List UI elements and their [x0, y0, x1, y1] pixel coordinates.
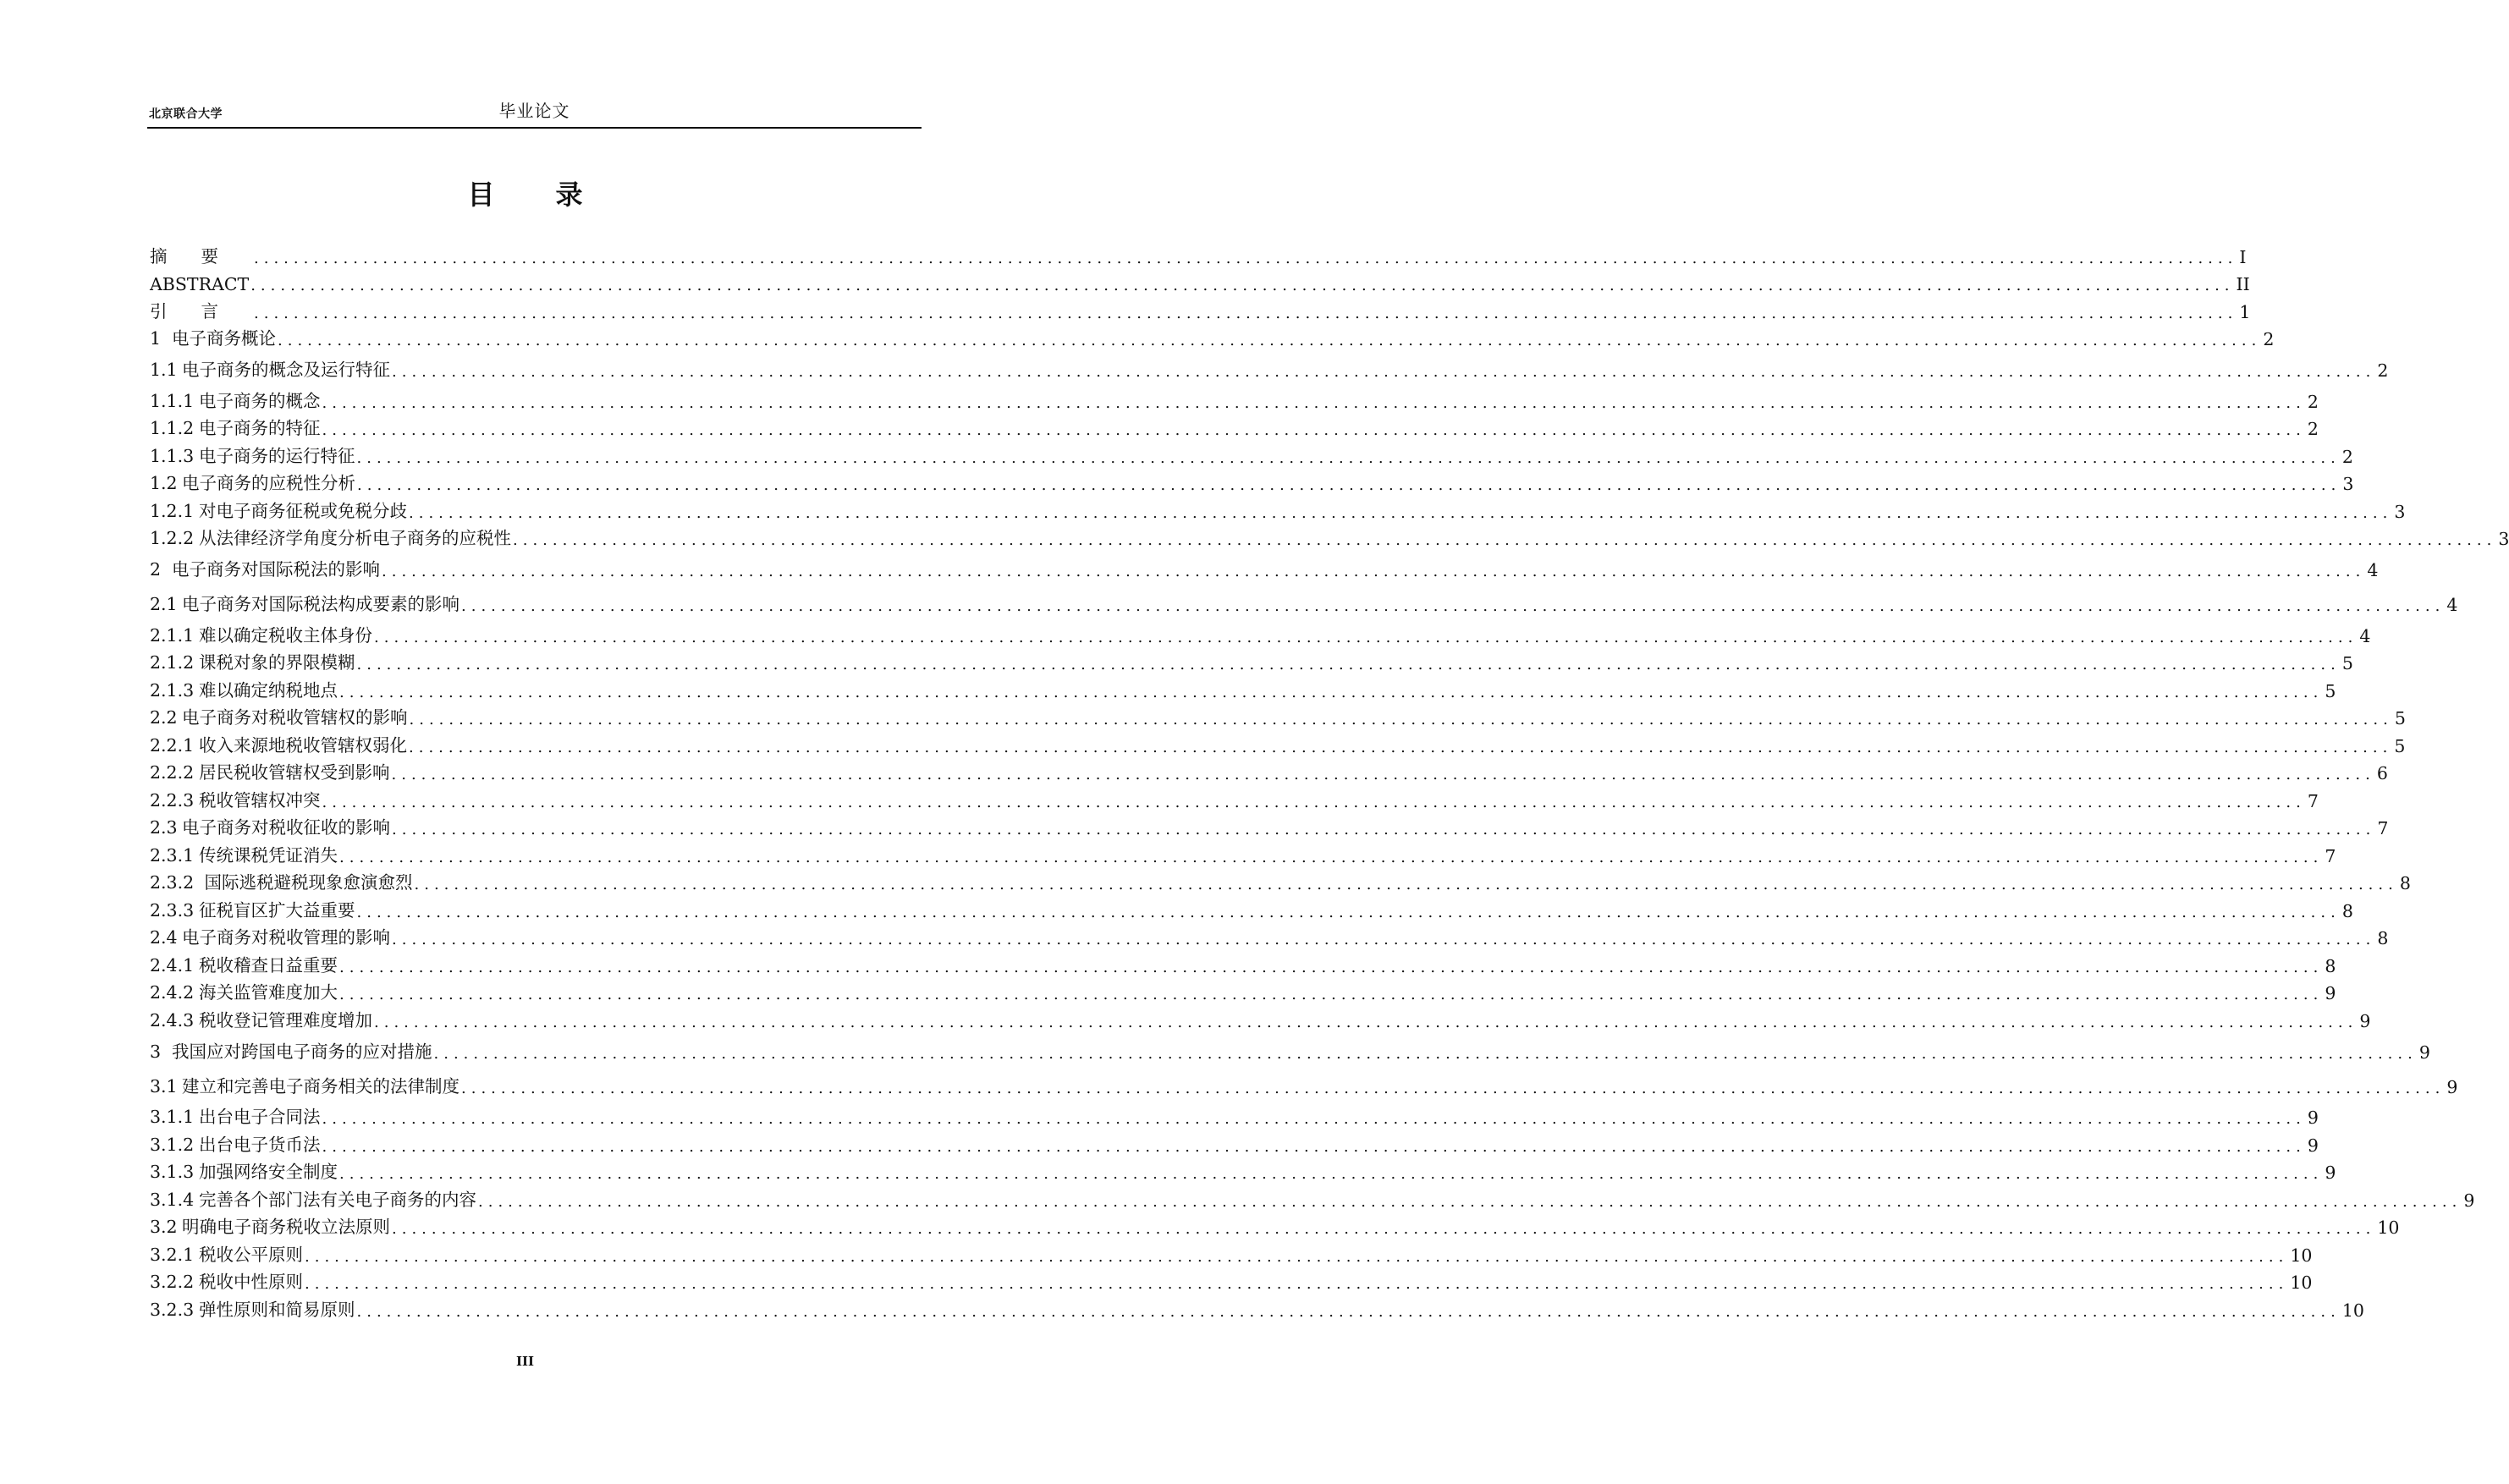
toc-entry-page: I — [2239, 246, 2247, 267]
toc-leader-dots: ........................................................................................................................................................................................................ — [305, 1275, 2289, 1293]
toc-entry-label — [150, 590, 459, 615]
toc-entry-title: 电子商务的特征 — [199, 418, 321, 438]
toc-entry-page: 9 — [2463, 1190, 2475, 1211]
toc-entry-page: 10 — [2290, 1272, 2313, 1293]
university-name: 北京联合大学 — [149, 107, 223, 121]
toc-leader-dots: ........................................................................................................................................................................................................ — [382, 563, 2366, 580]
toc-entry-number: 2.4 — [150, 927, 178, 948]
toc-entry-title: 建立和完善电子商务相关的法律制度 — [182, 1075, 459, 1097]
toc-entry[interactable] — [150, 349, 2389, 384]
toc-entry-label — [150, 1212, 390, 1238]
toc-entry-page: 9 — [2307, 1135, 2319, 1156]
toc-entry-page: 9 — [2325, 983, 2336, 1003]
toc-entry-number: 2.3.3 — [150, 899, 195, 921]
toc-leader-dots: ........................................................................................................................................................................................................ — [339, 986, 2324, 1003]
toc-entry-title: 加强网络安全制度 — [199, 1162, 338, 1182]
toc-entry-title: 电子商务的运行特征 — [199, 445, 355, 466]
toc-entry-title: 从法律经济学角度分析电子商务的应税性 — [199, 528, 511, 548]
toc-entry[interactable] — [150, 494, 2406, 522]
title-char-1: 目 — [467, 179, 495, 211]
toc-entry[interactable] — [150, 1156, 2336, 1184]
toc-entry[interactable] — [150, 1183, 2475, 1211]
toc-entry[interactable] — [150, 549, 2379, 584]
toc-entry-title: 弹性原则和简易原则 — [199, 1299, 355, 1320]
toc-entry-number: 2.1.1 — [150, 624, 195, 646]
toc-entry-number: 2.3.1 — [150, 844, 195, 866]
toc-leader-dots: ........................................................................................................................................................................................................ — [356, 656, 2341, 673]
toc-entry-page: 7 — [2325, 845, 2336, 866]
toc-entry[interactable] — [150, 646, 2353, 674]
toc-leader-dots: ........................................................................................................................................................................................................ — [392, 821, 2376, 838]
toc-leader-dots: ........................................................................................................................................................................................................ — [322, 1137, 2306, 1156]
toc-entry-label — [150, 1240, 303, 1266]
toc-entry-title: 引言 — [150, 300, 252, 322]
toc-entry[interactable] — [150, 811, 2389, 839]
toc-entry-title: 电子商务对税收管理的影响 — [182, 927, 390, 948]
toc-entry-page: 4 — [2446, 595, 2458, 615]
toc-entry-label — [150, 978, 338, 1003]
toc-leader-dots: ........................................................................................................................................................................................................ — [392, 1220, 2376, 1238]
toc-entry-label — [150, 1102, 321, 1128]
toc-entry-number: 3.1.4 — [150, 1189, 195, 1210]
toc-entry[interactable] — [150, 783, 2319, 811]
toc-entry-page: 7 — [2307, 790, 2319, 811]
toc-entry-title: 征税盲区扩大益重要 — [199, 899, 355, 921]
toc-entry-number: 3.2.3 — [150, 1299, 195, 1320]
toc-entry[interactable] — [150, 1031, 2430, 1066]
toc-entry[interactable] — [150, 673, 2336, 701]
toc-entry-title: 收入来源地税收管辖权弱化 — [199, 734, 407, 756]
toc-entry[interactable] — [150, 412, 2319, 440]
page-number: III — [515, 1354, 535, 1369]
toc-leader-dots: ........................................................................................................................................................................................................ — [414, 876, 2398, 893]
toc-entry-page: 5 — [2394, 735, 2406, 756]
toc-entry[interactable] — [150, 756, 2388, 784]
toc-entry-page: 8 — [2341, 900, 2353, 921]
toc-entry[interactable] — [150, 728, 2406, 756]
toc-entry-number: 2.3.2 — [150, 872, 195, 893]
toc-entry-page: 9 — [2307, 1108, 2319, 1128]
toc-leader-dots: ........................................................................................................................................................................................................ — [356, 448, 2341, 467]
toc-leader-dots: ........................................................................................................................................................................................................ — [250, 277, 2235, 294]
toc-entry-number: 1.1.3 — [150, 445, 195, 466]
toc-entry-title: 完善各个部门法有关电子商务的内容 — [199, 1189, 476, 1210]
toc-leader-dots: ........................................................................................................................................................................................................ — [357, 476, 2341, 494]
toc-entry[interactable] — [150, 618, 2371, 646]
toc-entry-label — [150, 731, 407, 756]
toc-entry[interactable] — [150, 322, 2275, 350]
toc-entry-number: 3.2.2 — [150, 1272, 195, 1292]
toc-entry[interactable] — [150, 893, 2353, 921]
toc-leader-dots: ........................................................................................................................................................................................................ — [356, 903, 2341, 921]
toc-entry-page: 1 — [2239, 301, 2251, 322]
toc-leader-dots: ........................................................................................................................................................................................................ — [254, 249, 2238, 267]
toc-entry-label — [150, 703, 408, 728]
toc-entry-label — [150, 1157, 338, 1183]
toc-entry-number: 2.2.1 — [150, 734, 195, 756]
toc-leader-dots: ........................................................................................................................................................................................................ — [254, 304, 2238, 322]
toc-entry-number: 3.2 — [150, 1217, 178, 1237]
toc-entry-label — [150, 923, 390, 948]
toc-entry-number: 3.1.1 — [150, 1107, 195, 1127]
toc-entry-title: 课税对象的界限模糊 — [199, 652, 355, 673]
toc-entry-label — [150, 387, 321, 412]
toc-entry-label — [150, 1037, 432, 1063]
page-header — [147, 93, 922, 129]
toc-entry-page: 9 — [2446, 1076, 2458, 1097]
toc-leader-dots: ........................................................................................................................................................................................................ — [305, 1247, 2289, 1266]
toc-entry-page: 7 — [2377, 818, 2389, 838]
toc-entry-number: 2.1 — [150, 594, 178, 614]
toc-leader-dots: ........................................................................................................................................................................................................ — [322, 421, 2306, 439]
toc-entry-page: 2 — [2377, 360, 2389, 381]
toc-entry-title: 税收公平原则 — [199, 1244, 303, 1265]
toc-entry-title: 出台电子合同法 — [199, 1107, 321, 1127]
toc-entry-label — [150, 786, 321, 811]
toc-leader-dots: ........................................................................................................................................................................................................ — [478, 1192, 2462, 1211]
toc-entry-label — [150, 524, 511, 549]
toc-entry-page: 4 — [2367, 560, 2379, 580]
toc-entry-page: 10 — [2341, 1300, 2364, 1321]
toc-leader-dots: ........................................................................................................................................................................................................ — [433, 1044, 2418, 1063]
toc-entry-page: 2 — [2341, 446, 2353, 467]
toc-entry-title: 税收登记管理难度增加 — [199, 1009, 372, 1031]
toc-entry-page: 5 — [2394, 708, 2406, 728]
toc-leader-dots: ........................................................................................................................................................................................................ — [339, 958, 2324, 976]
toc-entry-label — [150, 1185, 476, 1211]
toc-entry-title: 电子商务对国际税法构成要素的影响 — [182, 594, 459, 614]
toc-leader-dots: ........................................................................................................................................................................................................ — [339, 1165, 2324, 1183]
toc-entry[interactable] — [150, 1101, 2319, 1129]
toc-entry-label — [150, 1072, 459, 1097]
toc-entry-label — [150, 497, 407, 522]
toc-entry-label — [150, 676, 338, 701]
table-of-contents — [150, 239, 2509, 1321]
toc-entry[interactable] — [150, 838, 2336, 866]
toc-entry-number: 2.2.3 — [150, 789, 195, 811]
toc-entry-page: 5 — [2325, 680, 2336, 701]
toc-entry-label — [150, 758, 390, 783]
toc-leader-dots: ........................................................................................................................................................................................................ — [356, 1302, 2341, 1321]
toc-entry[interactable] — [150, 921, 2389, 949]
toc-entry-page: 8 — [2399, 873, 2411, 893]
toc-leader-dots: ........................................................................................................................................................................................................ — [322, 393, 2306, 412]
toc-entry-number: 1.1.1 — [150, 390, 195, 411]
toc-entry[interactable] — [150, 584, 2458, 618]
toc-leader-dots: ........................................................................................................................................................................................................ — [409, 503, 2393, 522]
toc-entry[interactable] — [150, 948, 2336, 976]
toc-entry[interactable] — [150, 1003, 2371, 1031]
toc-entry-title: 税收管辖权冲突 — [199, 789, 321, 811]
toc-entry-title: 明确电子商务税收立法原则 — [182, 1217, 390, 1237]
toc-entry-page: 9 — [2359, 1010, 2371, 1031]
toc-entry-title: 税收中性原则 — [199, 1272, 303, 1292]
toc-entry[interactable] — [150, 1066, 2458, 1101]
toc-leader-dots: ........................................................................................................................................................................................................ — [392, 931, 2376, 948]
toc-entry-number: 2.3 — [150, 817, 178, 838]
toc-entry[interactable] — [150, 384, 2319, 412]
toc-entry[interactable] — [150, 1211, 2400, 1239]
toc-entry[interactable] — [150, 294, 2251, 322]
toc-entry-number: 1 — [150, 328, 162, 349]
toc-leader-dots: ........................................................................................................................................................................................................ — [461, 1079, 2446, 1097]
toc-entry-page: 9 — [2418, 1042, 2430, 1063]
toc-entry[interactable] — [150, 522, 2509, 550]
toc-entry-page: 4 — [2359, 625, 2371, 646]
toc-entry-label — [150, 951, 338, 976]
page-title — [0, 174, 1050, 215]
toc-entry[interactable] — [150, 1128, 2319, 1156]
toc-entry-page: 3 — [2498, 529, 2509, 549]
toc-entry-number: 2.4.2 — [150, 982, 195, 1003]
toc-entry-number: 1.1.2 — [150, 418, 195, 438]
toc-entry-label — [150, 621, 372, 646]
toc-leader-dots: ........................................................................................................................................................................................................ — [374, 628, 2358, 646]
toc-entry-number: 2.2 — [150, 707, 178, 728]
toc-entry-page: 6 — [2376, 763, 2388, 783]
toc-entry-title: 难以确定纳税地点 — [199, 679, 338, 701]
toc-entry-label — [150, 274, 249, 294]
toc-entry-page: 5 — [2341, 653, 2353, 673]
toc-leader-dots: ........................................................................................................................................................................................................ — [339, 683, 2324, 701]
toc-leader-dots: ........................................................................................................................................................................................................ — [322, 1110, 2306, 1128]
toc-leader-dots: ........................................................................................................................................................................................................ — [513, 531, 2497, 549]
toc-leader-dots: ........................................................................................................................................................................................................ — [392, 363, 2376, 381]
toc-entry-page: 9 — [2325, 1162, 2336, 1183]
toc-entry-title: 对电子商务征税或免税分歧 — [199, 500, 407, 521]
toc-entry-title: 税收稽查日益重要 — [199, 954, 338, 976]
toc-entry[interactable] — [150, 1293, 2364, 1321]
toc-entry[interactable] — [150, 239, 2247, 267]
toc-entry[interactable] — [150, 1266, 2313, 1294]
toc-entry-label — [150, 648, 355, 673]
toc-entry-number: 3.1.2 — [150, 1134, 195, 1155]
toc-entry-title: 我国应对跨国电子商务的应对措施 — [172, 1041, 432, 1062]
toc-entry-label — [150, 555, 380, 580]
toc-entry-label — [150, 841, 338, 866]
toc-entry-page: 10 — [2290, 1245, 2313, 1266]
toc-entry-label — [150, 297, 252, 322]
toc-entry-number: 3 — [150, 1041, 162, 1062]
toc-entry-number: 2.4.3 — [150, 1009, 195, 1031]
toc-entry-title: ABSTRACT — [150, 274, 250, 294]
toc-entry-label — [150, 1006, 372, 1031]
toc-entry-title: 电子商务对国际税法的影响 — [172, 559, 380, 580]
toc-entry-number: 2.1.2 — [150, 652, 195, 673]
toc-entry-number: 3.2.1 — [150, 1244, 195, 1265]
toc-entry-title: 电子商务的概念及运行特征 — [182, 360, 390, 380]
toc-leader-dots: ........................................................................................................................................................................................................ — [409, 738, 2393, 756]
toc-entry-title: 电子商务概论 — [172, 328, 276, 349]
toc-entry[interactable] — [150, 1238, 2313, 1266]
toc-entry-title: 电子商务对税收征收的影响 — [182, 817, 390, 838]
toc-entry-number: 1.2.1 — [150, 500, 195, 521]
toc-entry-title: 电子商务的概念 — [199, 390, 321, 411]
toc-leader-dots: ........................................................................................................................................................................................................ — [391, 766, 2375, 783]
toc-entry-page: 8 — [2325, 955, 2336, 976]
toc-entry-label — [150, 442, 355, 467]
toc-entry-title: 传统课税凭证消失 — [199, 844, 338, 866]
toc-entry-title: 国际逃税避税现象愈演愈烈 — [199, 872, 413, 893]
toc-entry-label — [150, 242, 252, 267]
toc-entry-title: 电子商务的应税性分析 — [182, 473, 355, 493]
toc-entry-number: 1.2.2 — [150, 528, 195, 548]
toc-entry[interactable] — [150, 701, 2406, 729]
toc-leader-dots: ........................................................................................................................................................................................................ — [374, 1013, 2358, 1031]
toc-entry-title: 难以确定税收主体身份 — [199, 624, 372, 646]
toc-entry-title: 摘要 — [150, 245, 252, 267]
toc-leader-dots: ........................................................................................................................................................................................................ — [409, 711, 2393, 728]
toc-entry[interactable] — [150, 267, 2250, 295]
toc-entry-label — [150, 469, 355, 494]
toc-entry[interactable] — [150, 439, 2353, 467]
toc-entry-page: II — [2236, 274, 2250, 294]
toc-entry-page: 8 — [2377, 928, 2389, 948]
toc-entry-number: 2.2.2 — [150, 762, 195, 783]
toc-entry-page: 2 — [2307, 391, 2319, 412]
toc-entry[interactable] — [150, 467, 2354, 495]
toc-entry-number: 2.4.1 — [150, 954, 195, 976]
toc-leader-dots: ........................................................................................................................................................................................................ — [278, 332, 2262, 349]
toc-entry-title: 出台电子货币法 — [199, 1134, 321, 1155]
toc-entry-number: 2 — [150, 559, 162, 580]
toc-entry-page: 2 — [2263, 329, 2275, 349]
toc-entry-label — [150, 896, 355, 921]
document-type: 毕业论文 — [498, 101, 570, 121]
toc-entry-page: 2 — [2307, 419, 2319, 439]
title-char-2: 录 — [555, 179, 583, 211]
toc-entry-label — [150, 324, 276, 349]
toc-leader-dots: ........................................................................................................................................................................................................ — [322, 793, 2306, 811]
toc-entry-number: 3.1 — [150, 1075, 178, 1097]
toc-entry[interactable] — [150, 976, 2336, 1004]
toc-entry-page: 3 — [2342, 474, 2354, 494]
toc-leader-dots: ........................................................................................................................................................................................................ — [339, 848, 2324, 866]
toc-entry-title: 居民税收管辖权受到影响 — [199, 762, 390, 783]
toc-entry-label — [150, 1130, 321, 1156]
toc-entry-label — [150, 813, 390, 838]
toc-entry-title: 海关监管难度加大 — [199, 982, 338, 1003]
toc-entry-label — [150, 868, 413, 893]
toc-entry[interactable] — [150, 866, 2411, 894]
toc-leader-dots: ........................................................................................................................................................................................................ — [461, 597, 2446, 615]
toc-entry-number: 2.1.3 — [150, 679, 195, 701]
toc-entry-label — [150, 1267, 303, 1293]
toc-entry-number: 1.1 — [150, 360, 178, 380]
toc-entry-number: 3.1.3 — [150, 1162, 195, 1182]
toc-entry-number: 1.2 — [150, 473, 178, 493]
toc-entry-label — [150, 1295, 355, 1321]
toc-entry-label — [150, 355, 390, 381]
toc-entry-label — [150, 414, 321, 439]
toc-entry-page: 10 — [2377, 1217, 2400, 1238]
toc-entry-title: 电子商务对税收管辖权的影响 — [182, 707, 408, 728]
toc-entry-page: 3 — [2394, 501, 2406, 522]
